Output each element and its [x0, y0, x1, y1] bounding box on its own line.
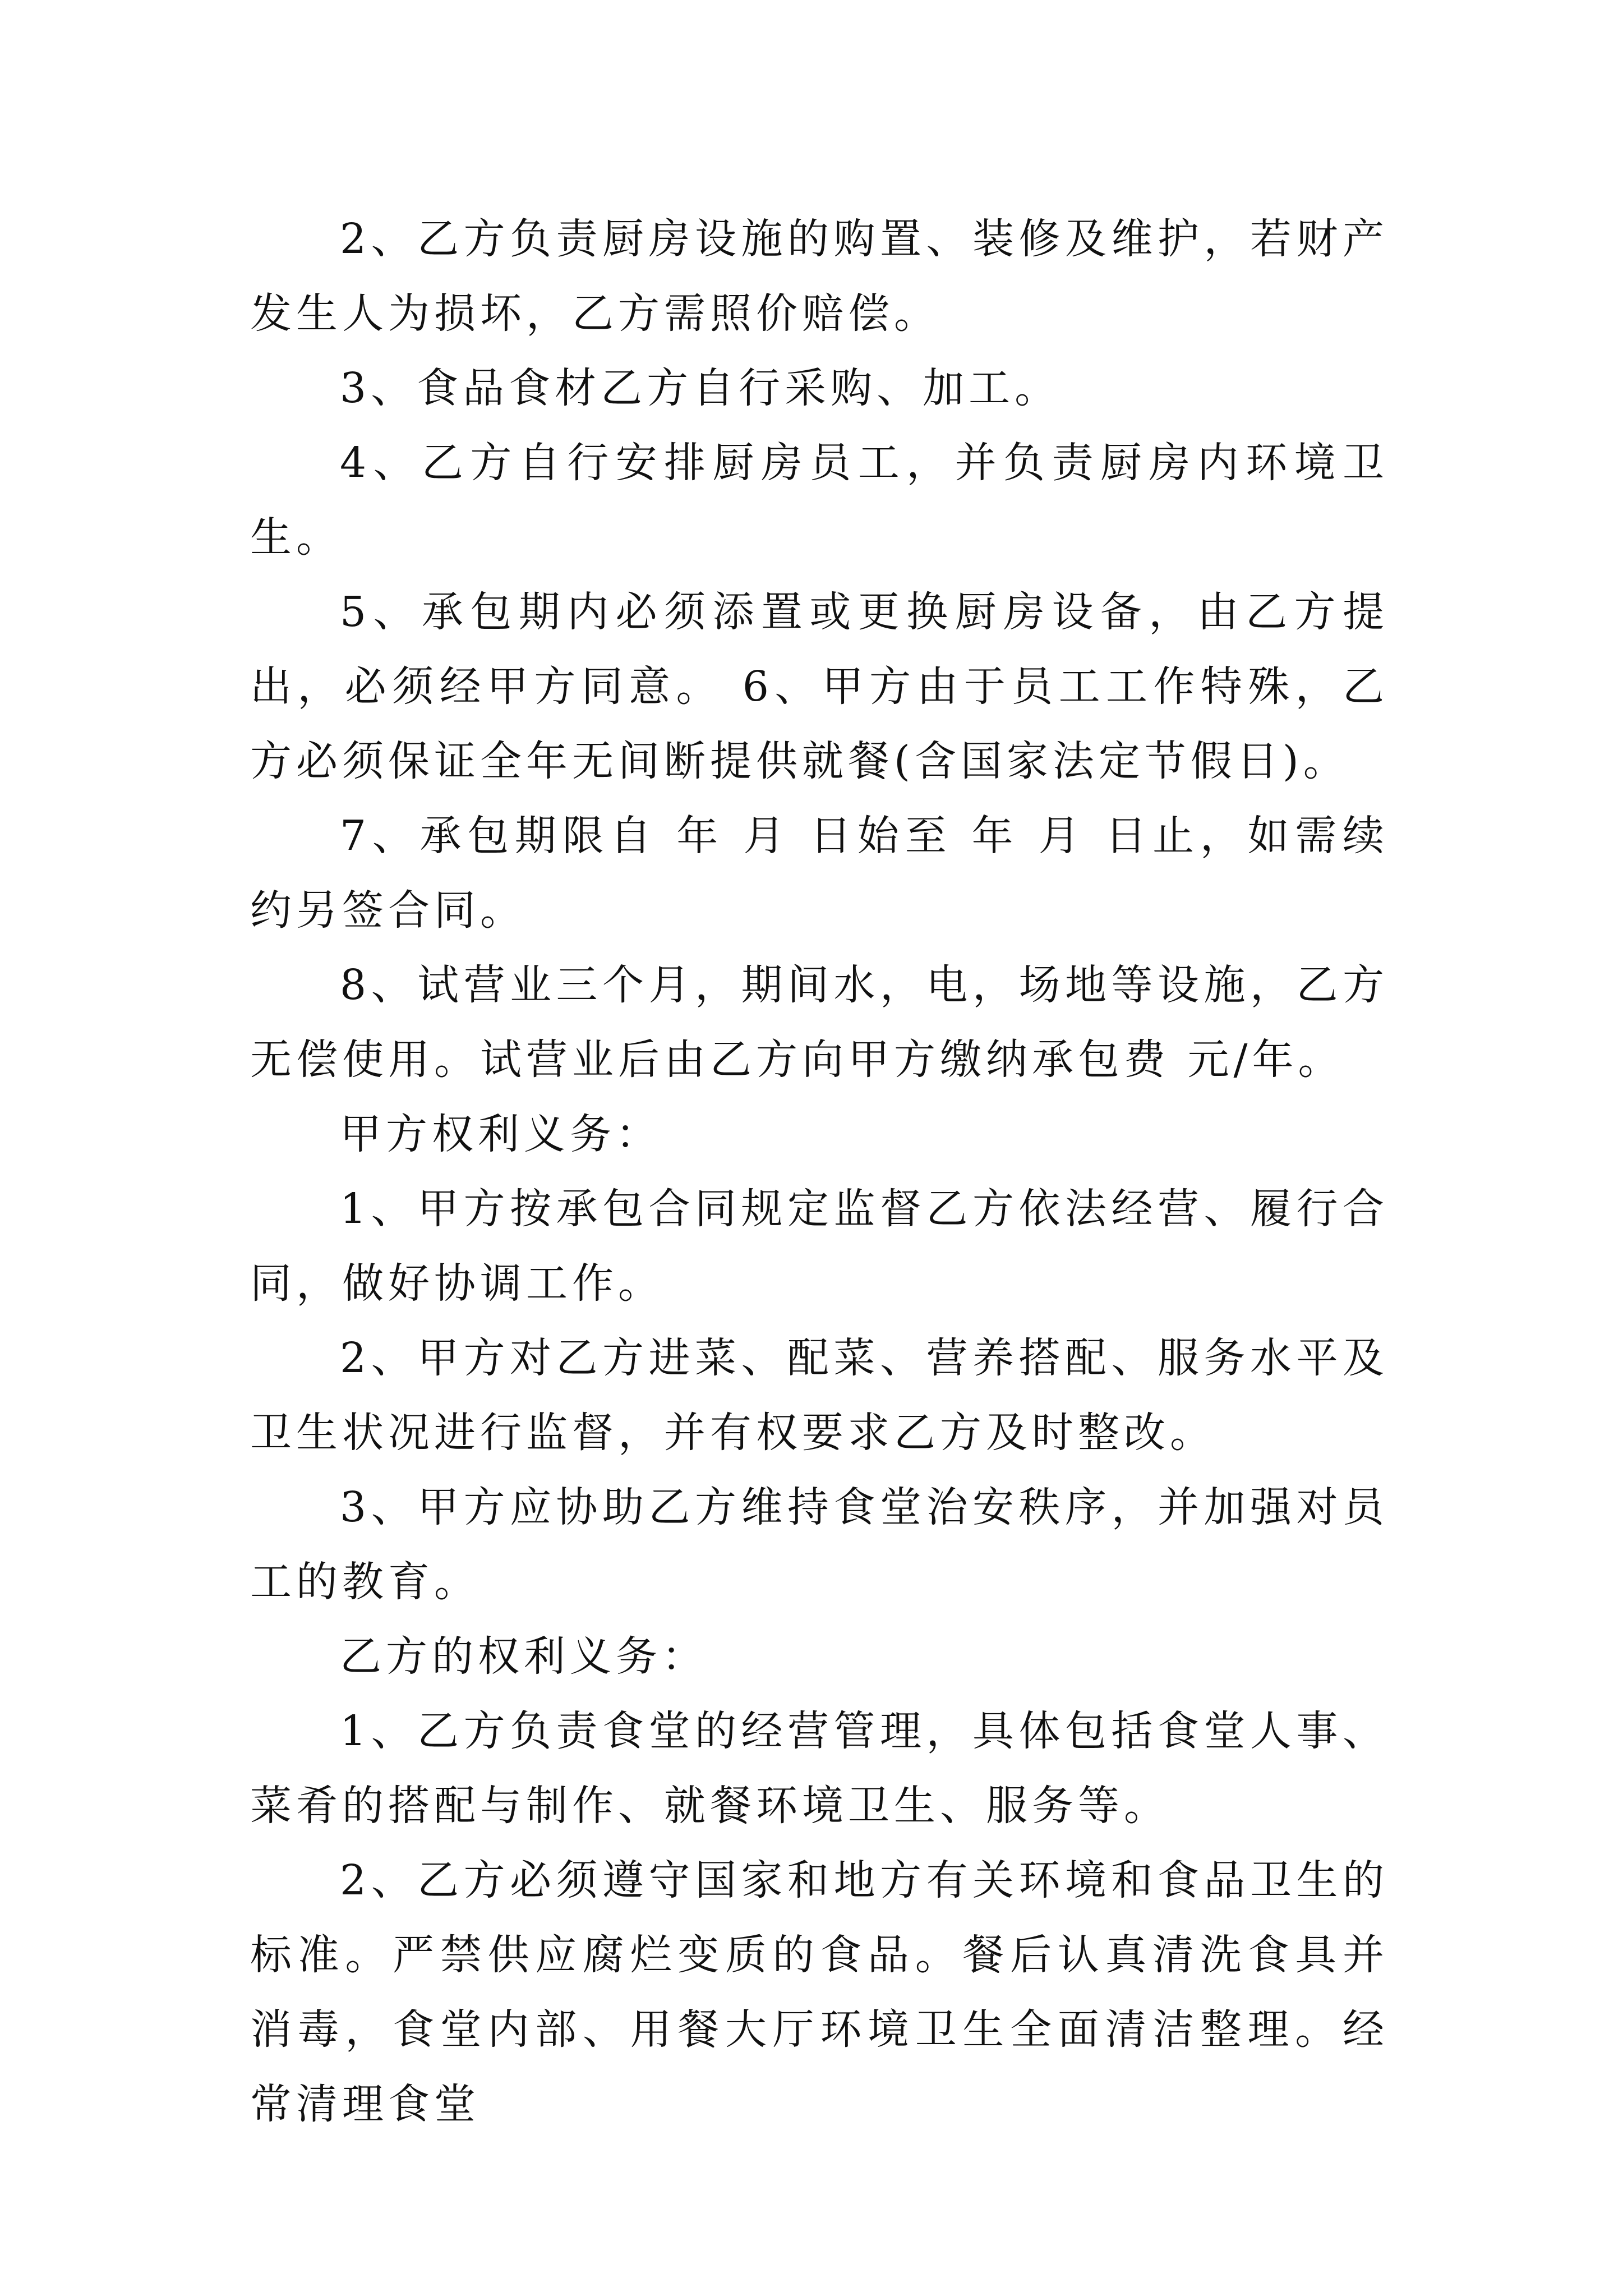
paragraph-party-a-order: 3、甲方应协助乙方维持食堂治安秩序，并加强对员工的教育。	[250, 1483, 1389, 1606]
paragraph-kitchen-facilities: 2、乙方负责厨房设施的购置、装修及维护，若财产发生人为损坏，乙方需照价赔偿。	[250, 215, 1389, 338]
section-heading-party-a: 甲方权利义务：	[340, 1110, 662, 1158]
paragraph-party-a-inspection: 2、甲方对乙方进菜、配菜、营养搭配、服务水平及卫生状况进行监督，并有权要求乙方及时整改。	[250, 1334, 1389, 1457]
section-heading-party-b: 乙方的权利义务：	[340, 1632, 708, 1681]
paragraph-party-b-management: 1、乙方负责食堂的经营管理，具体包括食堂人事、菜肴的搭配与制作、就餐环境卫生、服务等。	[250, 1707, 1389, 1830]
paragraph-party-a-supervision: 1、甲方按承包合同规定监督乙方依法经营、履行合同，做好协调工作。	[250, 1185, 1389, 1308]
document-body	[250, 202, 1389, 2142]
paragraph-kitchen-staff: 4、乙方自行安排厨房员工，并负责厨房内环境卫生。	[250, 439, 1389, 562]
paragraph-contract-term: 7、承包期限自 年 月 日始至 年 月 日止，如需续约另签合同。	[250, 812, 1389, 935]
paragraph-trial-operation: 8、试营业三个月，期间水，电，场地等设施，乙方无偿使用。试营业后由乙方向甲方缴纳承包费 元/年。	[250, 961, 1389, 1084]
paragraph-food-procurement: 3、食品食材乙方自行采购、加工。	[340, 364, 1061, 412]
paragraph-party-b-hygiene: 2、乙方必须遵守国家和地方有关环境和食品卫生的标准。严禁供应腐烂变质的食品。餐后认真清洗食具并消毒，食堂内部、用餐大厅环境卫生全面清洁整理。经常清理食堂	[250, 1856, 1389, 2128]
paragraph-equipment-and-service: 5、承包期内必须添置或更换厨房设备，由乙方提出，必须经甲方同意。 6、甲方由于员工工作特殊，乙方必须保证全年无间断提供就餐(含国家法定节假日)。	[250, 588, 1389, 785]
